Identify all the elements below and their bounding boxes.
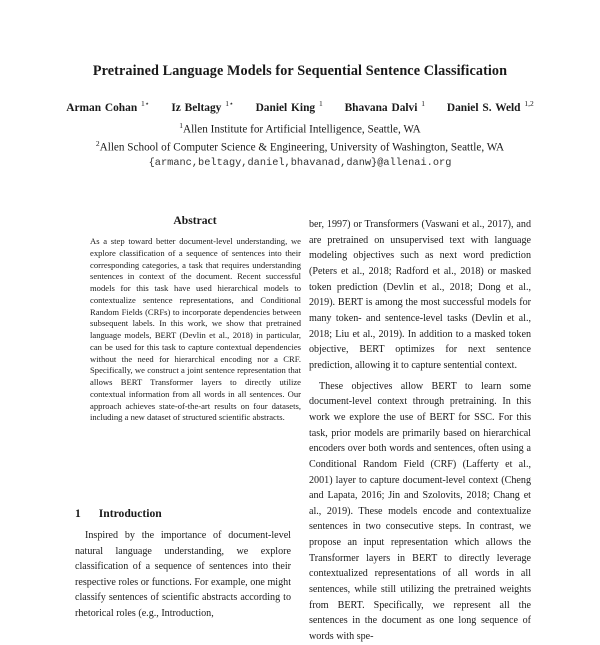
author-1: Arman Cohan $^{1⋆}$ <box>66 99 150 114</box>
intro-text <box>75 528 291 622</box>
section-title: Introduction <box>98 507 162 520</box>
right-paragraph-2: These objectives allow BERT to learn some document-level context through pretraining. In this work we explore the use of BERT for SSC. For this task, prior models are primarily based on hierarchical encoders over both words and sentences, often using a Conditional Random Field (CRF) (Lafferty et al., 2001) layer to capture document-level context (Cheng and Lapata, 2016; Jin and Szolovits, 2018; Chang et al., 2019). These models encode and contextualize sentences in two consecutive steps. In contrast, we propose an input representation which allows the Transformer layers in BERT to directly leverage contextualized representations of all words in all sentences, while still utilizing the pretrained weights from BERT. Specifically, we represent all the sentences in the document as one long sequence of words with spe- <box>309 380 531 643</box>
author-5: Daniel S. Weld $^{1,2}$ <box>446 99 534 114</box>
paper-title: Pretrained Language Models for Sequential Sentence Classification <box>92 63 508 79</box>
author-emails: {armanc,beltagy,daniel,bhavanad,danw}@allenai.org <box>148 157 452 169</box>
author-2: Iz Beltagy $^{1⋆}$ <box>171 99 234 114</box>
right-paragraph-1: ber, 1997) or Transformers (Vaswani et al., 2017), and are pretrained on unsupervised text with language modeling objectives such as next word prediction (Peters et al., 2018; Radford et al., 2018) or masked token prediction (Devlin et al., 2018; Dong et al., 2019). BERT is among the most successful models for many token- and sentence-level tasks (Devlin et al., 2018; Liu et al., 2019). In addition to a masked token objective, BERT optimizes for next sentence prediction, allowing it to capture sentential context. <box>309 219 531 371</box>
intro-paragraph: Inspired by the importance of document-level natural language understanding, we explore classification of a sequence of sentences into their respective roles or functions. For example, one might classify sentences of scientific abstracts according to rhetorical roles (e.g., Introduction, <box>75 530 291 619</box>
author-4: Bhavana Dalvi $^1$ <box>344 99 426 114</box>
section-number: 1 <box>75 507 81 520</box>
section-heading <box>75 507 162 520</box>
right-column <box>309 217 531 645</box>
abstract-body: As a step toward better document-level understanding, we explore classification of a sequence of sentences into their corresponding categories, a task that requires understanding sentences in context of the document. Recent successful models for this task have used hierarchical models to contextualize sentence representations, and Conditional Random Fields (CRFs) to incorporate dependencies between subsequent labels. In this work, we show that pretrained language models, BERT (Devlin et al., 2018) in particular, can be used for this task to capture contextual dependencies without the need for hierarchical encoding nor a CRF. Specifically, we construct a joint sentence representation that allows BERT Transformer layers to directly utilize contextual information from all words in all sentences. Our approach achieves state-of-the-art results on four datasets, including a new dataset of structured scientific abstracts. <box>90 236 301 423</box>
author-3: Daniel King $^1$ <box>255 99 323 114</box>
author-list <box>0 99 600 114</box>
affiliation-2: $^2$Allen School of Computer Science & Engineering, University of Washington, Seattle, WA <box>95 139 505 154</box>
affiliation-1: $^1$Allen Institute for Artificial Intelligence, Seattle, WA <box>179 121 421 136</box>
abstract-heading: Abstract <box>173 214 217 227</box>
